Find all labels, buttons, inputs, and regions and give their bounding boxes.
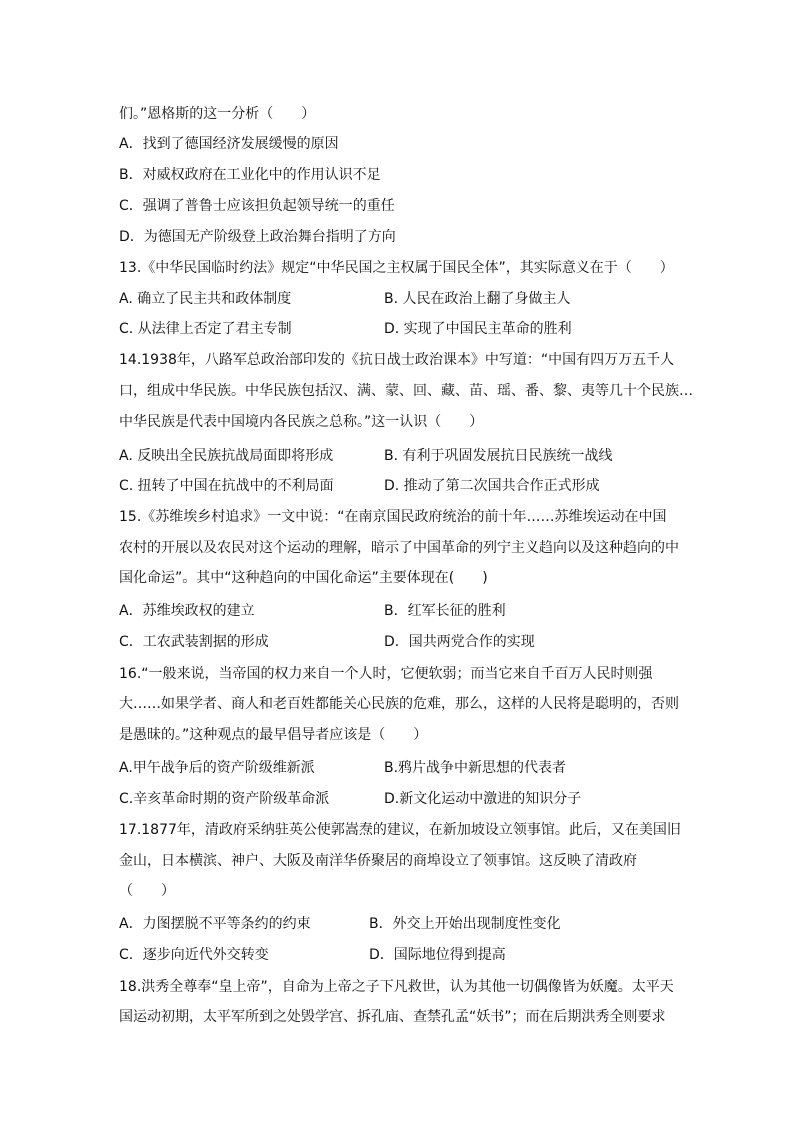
question-15-option-c: C．工农武装割据的形成	[119, 634, 269, 650]
question-13-option-b: B. 人民在政治上翻了身做主人	[384, 291, 571, 307]
question-15-stem-line-1: 15.《苏维埃乡村追求》一文中说：“在南京国民政府统治的前十年……苏维埃运动在中国	[119, 509, 667, 525]
question-14-option-c: C. 扭转了中国在抗战中的不利局面	[119, 478, 334, 494]
question-16-option-d: D.新文化运动中激进的知识分子	[384, 791, 582, 807]
question-16-option-c: C.辛亥革命时期的资产阶级革命派	[119, 791, 330, 807]
question-16-option-a: A.甲午战争后的资产阶级维新派	[119, 760, 315, 776]
question-14-option-a: A. 反映出全民族抗战局面即将形成	[119, 448, 334, 464]
question-13-option-d: D. 实现了中国民主革命的胜利	[384, 321, 572, 337]
question-14-option-d: D. 推动了第二次国共合作正式形成	[384, 478, 600, 494]
question-17-answer-paren: （ ）	[119, 883, 175, 899]
question-14-stem-line-1: 14.1938年，八路军总政治部印发的《抗日战士政治课本》中写道：“中国有四万万五千人	[119, 352, 675, 368]
question-16-stem-line-3: 是愚昧的。”这种观点的最早倡导者应该是（ ）	[119, 727, 428, 743]
question-12-option-b: B．对威权政府在工业化中的作用认识不足	[119, 167, 381, 183]
question-13-option-a: A. 确立了民主共和政体制度	[119, 291, 292, 307]
question-13-stem: 13.《中华民国临时约法》规定“中华民国之主权属于国民全体”，其实际意义在于（ ）	[119, 260, 674, 276]
question-18-stem-line-1: 18.洪秀全尊奉“皇上帝”，自命为上帝之子下凡救世，认为其他一切偶像皆为妖魔。太平天	[119, 979, 674, 995]
question-15-option-b: B．红军长征的胜利	[384, 603, 506, 619]
question-14-stem-line-3: 中华民族是代表中国境内各民族之总称。”这一认识（ ）	[119, 414, 484, 430]
question-15-option-a: A．苏维埃政权的建立	[119, 603, 255, 619]
question-17-option-b: B．外交上开始出现制度性变化	[369, 916, 561, 932]
question-13-option-c: C. 从法律上否定了君主专制	[119, 321, 292, 337]
question-14-option-b: B. 有利于巩固发展抗日民族统一战线	[384, 448, 613, 464]
question-12-stem-end: 们。”恩格斯的这一分析（ ）	[119, 106, 316, 122]
question-12-option-a: A．找到了德国经济发展缓慢的原因	[119, 136, 339, 152]
question-16-stem-line-2: 大……如果学者、商人和老百姓都能关心民族的危难，那么，这样的人民将是聪明的，否则	[119, 696, 679, 712]
question-18-stem-line-2: 国运动初期，太平军所到之处毁学宫、拆孔庙、查禁孔孟“妖书”；而在后期洪秀全则要求	[119, 1009, 666, 1025]
question-15-stem-line-3: 国化命运”。其中“这种趋向的中国化命运”主要体现在( )	[119, 570, 488, 586]
question-17-option-d: D．国际地位得到提高	[369, 947, 506, 963]
question-15-stem-line-2: 农村的开展以及农民对这个运动的理解，暗示了中国革命的列宁主义趋向以及这种趋向的中	[119, 540, 679, 556]
question-16-stem-line-1: 16.“一般来说，当帝国的权力来自一个人时，它便软弱；而当它来自千百万人民时则强	[119, 666, 653, 682]
question-14-stem-line-2: 口，组成中华民族。中华民族包括汉、满、蒙、回、藏、苗、瑶、番、黎、夷等几十个民族…	[119, 383, 693, 399]
question-12-option-c: C．强调了普鲁士应该担负起领导统一的重任	[119, 198, 395, 214]
question-15-option-d: D．国共两党合作的实现	[384, 634, 535, 650]
question-17-option-c: C．逐步向近代外交转变	[119, 947, 269, 963]
question-17-option-a: A．力图摆脱不平等条约的约束	[119, 916, 311, 932]
question-12-option-d: D．为德国无产阶级登上政治舞台指明了方向	[119, 229, 396, 245]
question-17-stem-line-1: 17.1877年，清政府采纳驻英公使郭嵩焘的建议，在新加坡设立领事馆。此后，又在美国旧	[119, 822, 681, 838]
question-16-option-b: B.鸦片战争中新思想的代表者	[384, 760, 567, 776]
question-17-stem-line-2: 金山，日本横滨、神户、大阪及南洋华侨聚居的商埠设立了领事馆。这反映了清政府	[119, 853, 637, 869]
